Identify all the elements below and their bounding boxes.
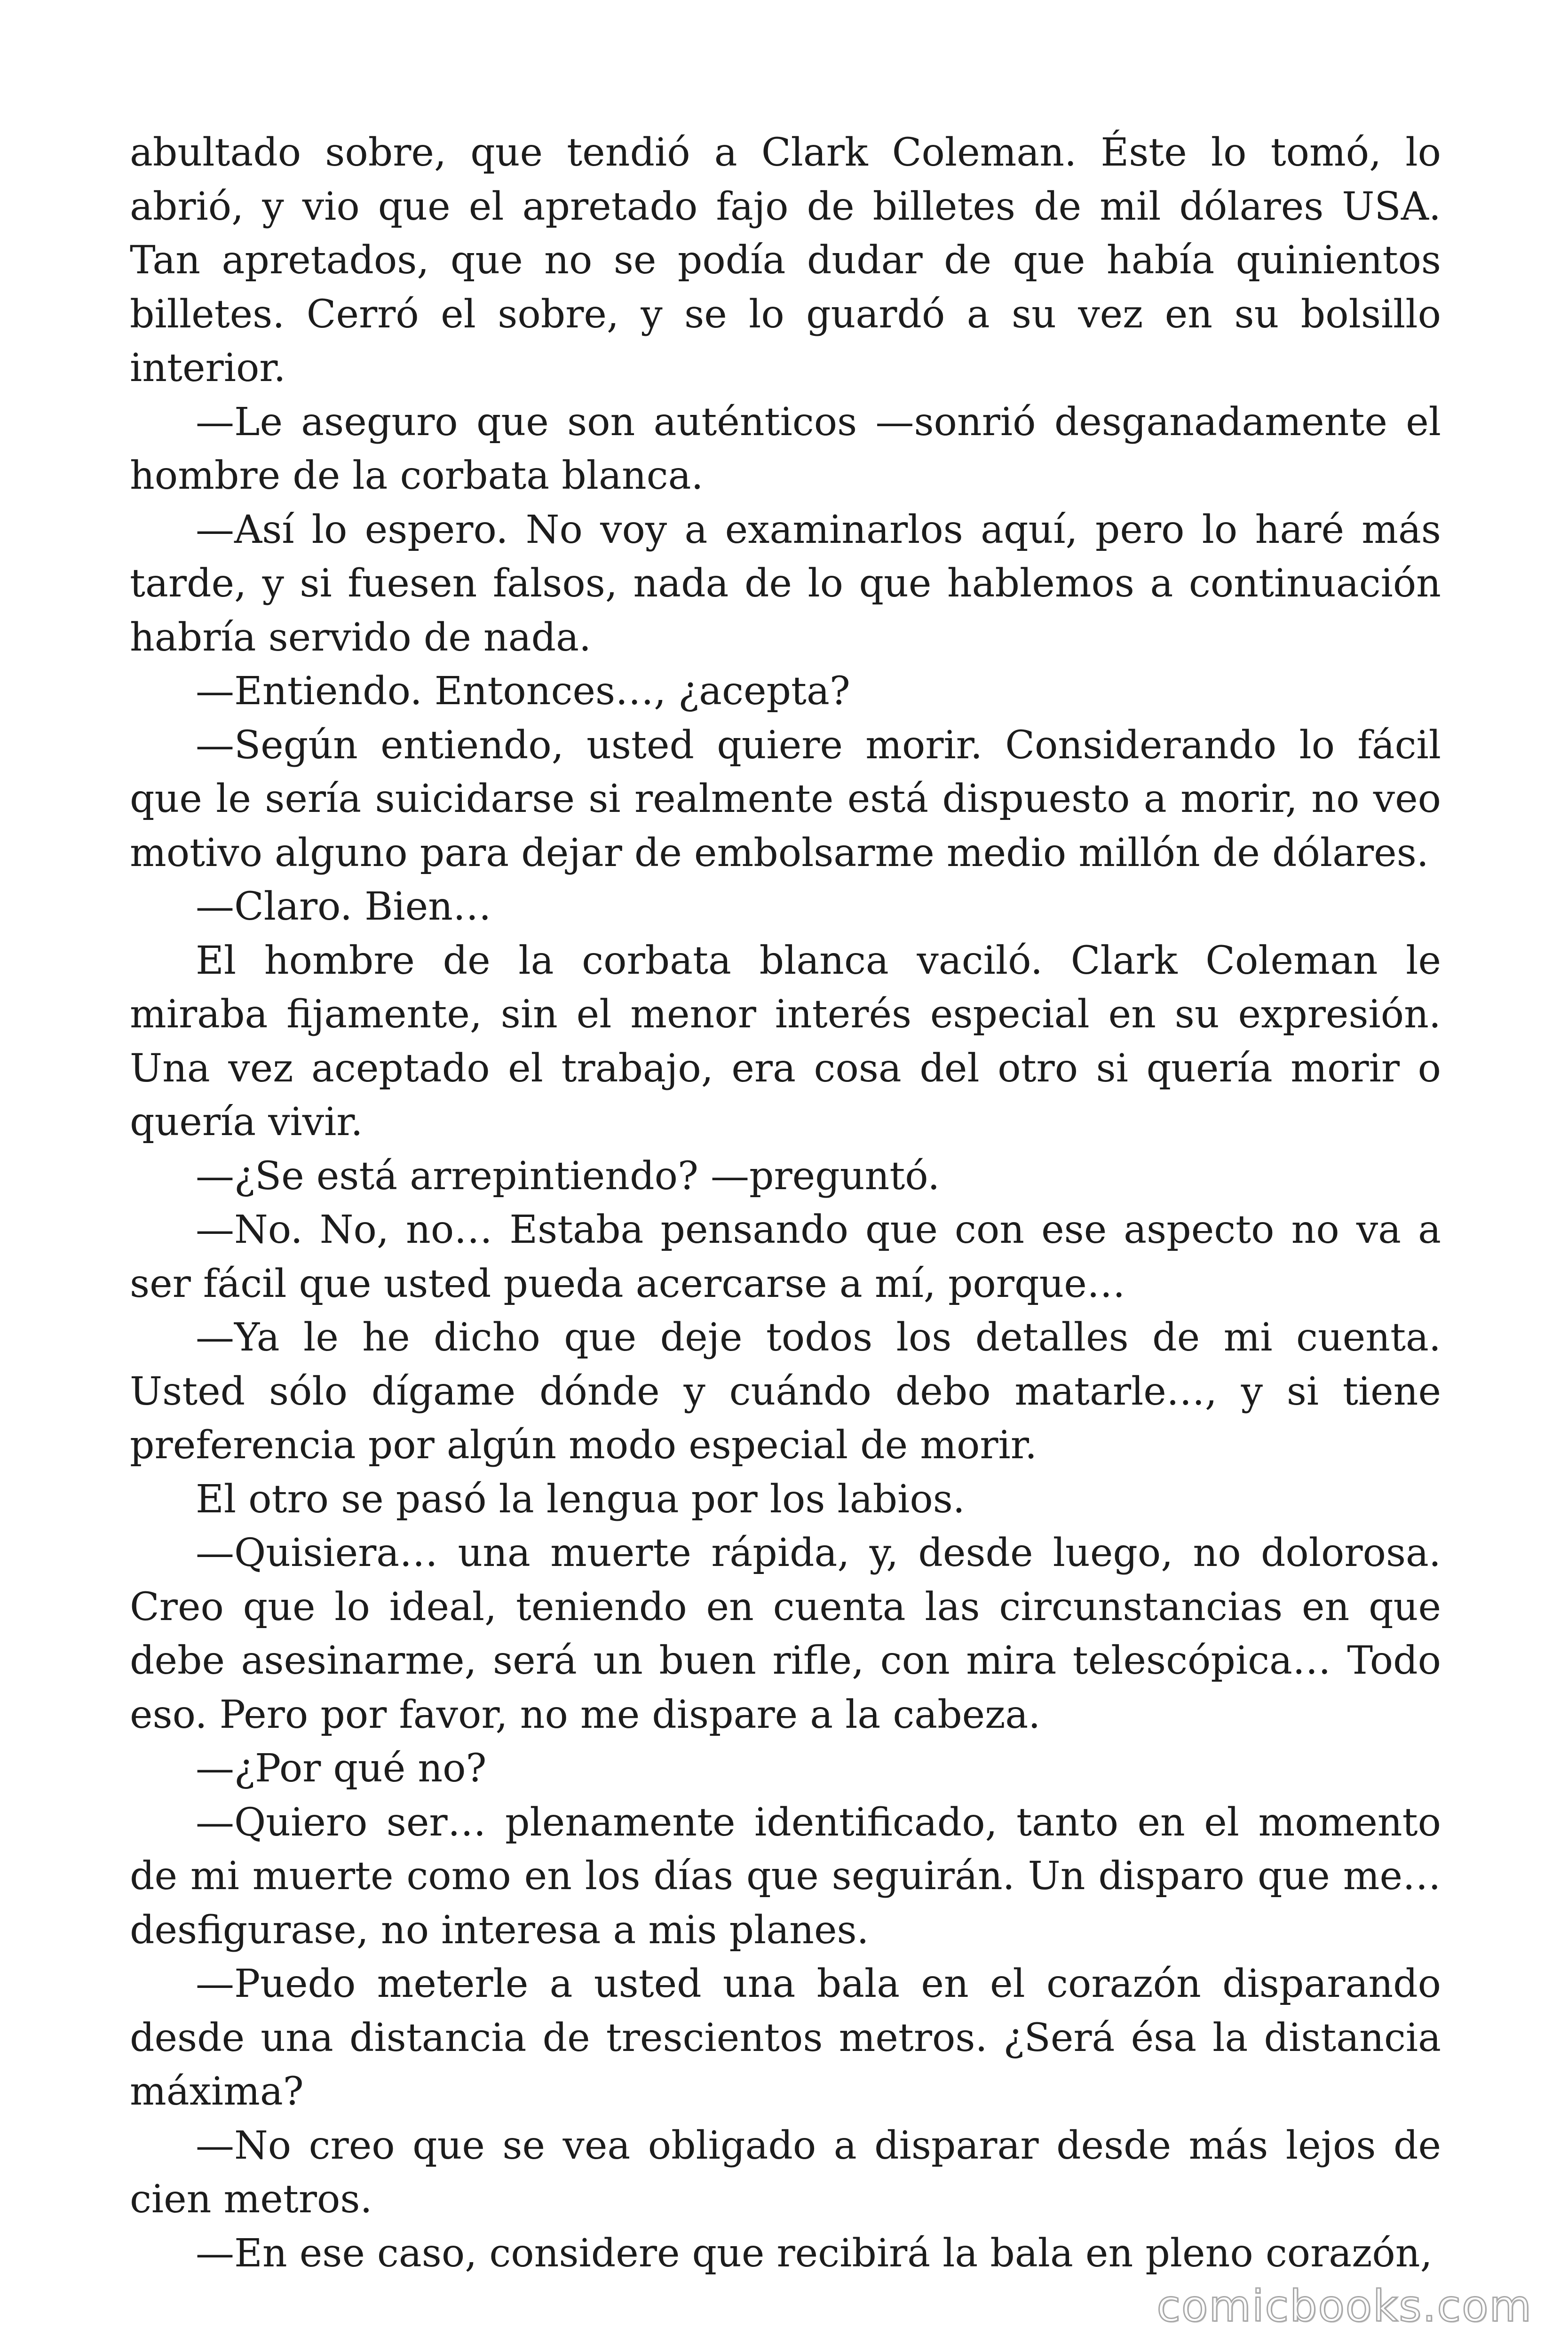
paragraph: —En ese caso, considere que recibirá la bala en pleno corazón, [196, 2231, 1433, 2276]
paragraph: —No creo que se vea obligado a disparar desde más lejos de cien metros. [130, 2123, 1441, 2222]
paragraph: —Puedo meterle a usted una bala en el corazón disparando desde una distancia de trescientos metros. ¿Será ésa la distancia máxima? [130, 1962, 1441, 2114]
book-page-text [130, 126, 1441, 2280]
paragraph: —Le aseguro que son auténticos —sonrió desganadamente el hombre de la corbata blanca. [130, 399, 1441, 498]
paragraph: —¿Por qué no? [196, 1746, 487, 1791]
paragraph: —Así lo espero. No voy a examinarlos aquí, pero lo haré más tarde, y si fuesen falsos, nada de lo que hablemos a continuación habría servido de nada. [130, 507, 1441, 660]
paragraph: —Ya le he dicho que deje todos los detalles de mi cuenta. Usted sólo dígame dónde y cuándo debo matarle…, y si tiene preferencia por algún modo especial de morir. [130, 1315, 1441, 1468]
paragraph: —Quisiera… una muerte rápida, y, desde luego, no dolorosa. Creo que lo ideal, teniendo en cuenta las circunstancias en que debe asesinarme, será un buen rifle, con mira telescópica… Todo eso. Pero por favor, no me dispare a la cabeza. [130, 1531, 1441, 1737]
paragraph: El otro se pasó la lengua por los labios. [196, 1477, 965, 1522]
paragraph: —Entiendo. Entonces…, ¿acepta? [196, 669, 850, 714]
paragraph: El hombre de la corbata blanca vaciló. Clark Coleman le miraba fijamente, sin el menor interés especial en su expresión. Una vez aceptado el trabajo, era cosa del otro si quería morir o quería vivir. [130, 938, 1441, 1144]
site-watermark: comicbooks.com [1156, 2281, 1532, 2331]
paragraph: —Según entiendo, usted quiere morir. Considerando lo fácil que le sería suicidarse si realmente está dispuesto a morir, no veo motivo alguno para dejar de embolsarme medio millón de dólares. [130, 723, 1441, 875]
paragraph: —Quiero ser… plenamente identificado, tanto en el momento de mi muerte como en los días que seguirán. Un disparo que me… desfigurase, no interesa a mis planes. [130, 1800, 1441, 1953]
paragraph: —No. No, no… Estaba pensando que con ese aspecto no va a ser fácil que usted pueda acercarse a mí, porque… [130, 1208, 1441, 1306]
paragraph: abultado sobre, que tendió a Clark Coleman. Éste lo tomó, lo abrió, y vio que el apretado fajo de billetes de mil dólares USA. Tan apretados, que no se podía dudar de que había quinientos billetes. Cerró el sobre, y se lo guardó a su vez en su bolsillo interior. [130, 130, 1441, 390]
paragraph: —Claro. Bien… [196, 884, 491, 929]
paragraph: —¿Se está arrepintiendo? —preguntó. [196, 1153, 940, 1199]
